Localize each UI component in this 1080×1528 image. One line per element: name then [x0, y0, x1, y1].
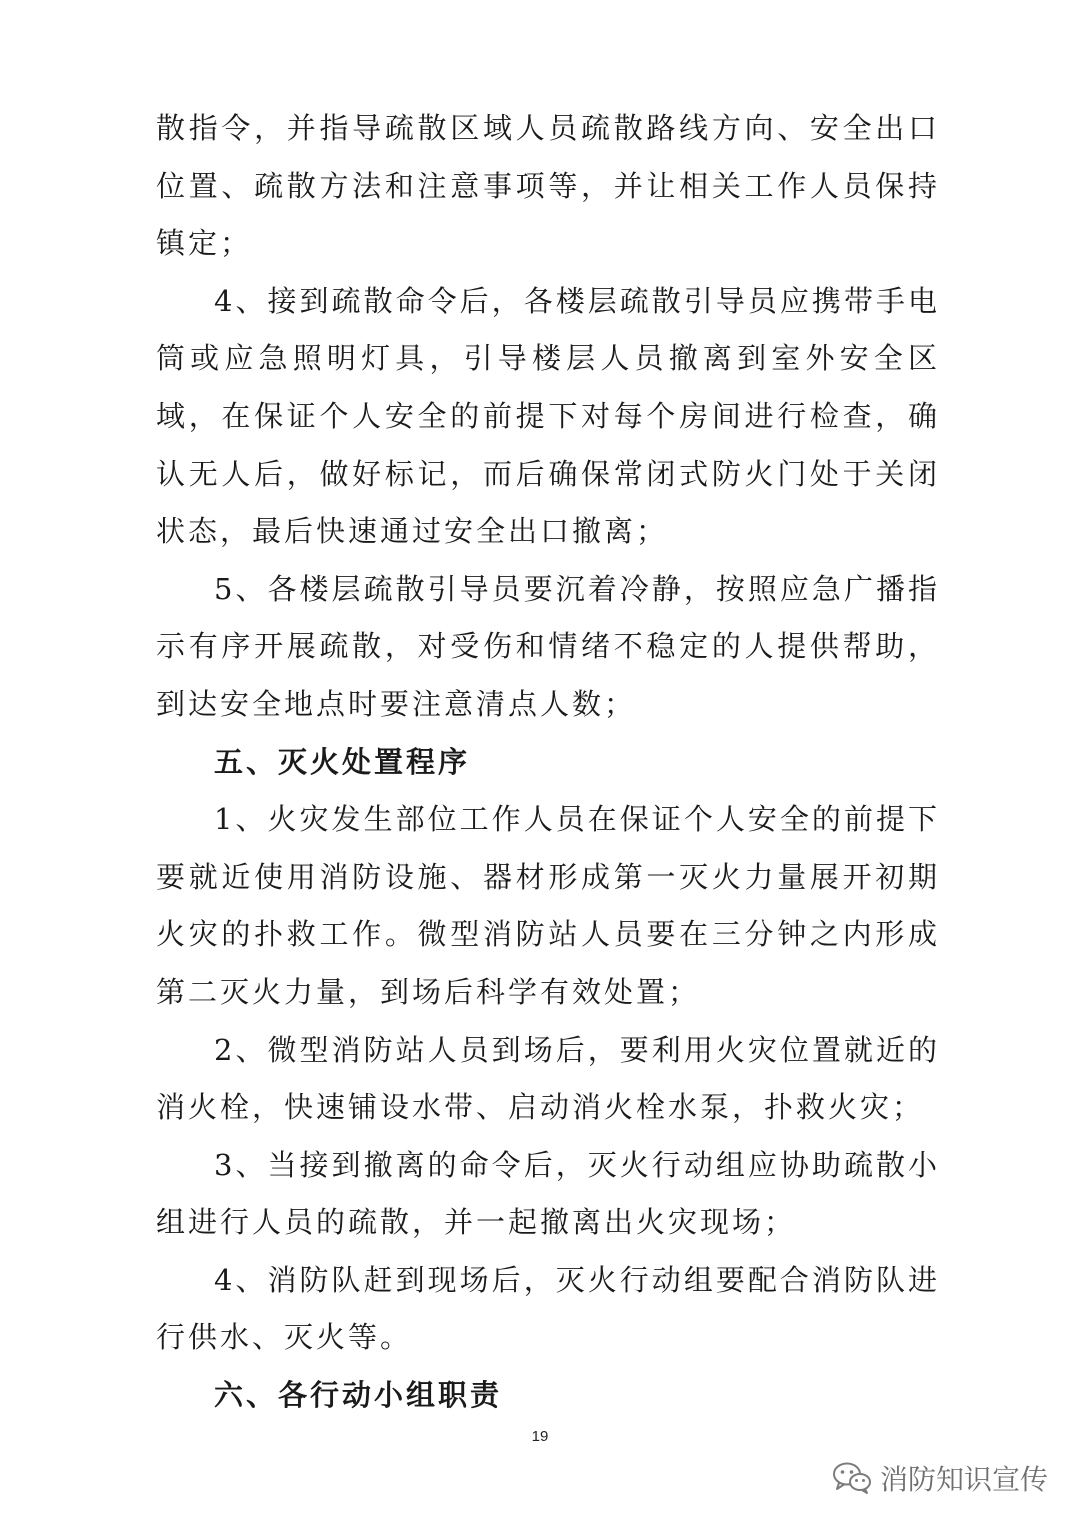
paragraph-continuation: 散指令，并指导疏散区域人员疏散路线方向、安全出口位置、疏散方法和注意事项等，并让相关工作人员保持镇定；: [156, 111, 940, 261]
paragraph-item-4-evacuation: 4、接到疏散命令后，各楼层疏散引导员应携带手电筒或应急照明灯具，引导楼层人员撤离到室外安全区域，在保证个人安全的前提下对每个房间进行检查，确认无人后，做好标记，而后确保常闭式防火门处于关闭状态，最后快速通过安全出口撤离；: [156, 283, 940, 549]
watermark: [832, 1458, 1048, 1498]
paragraph-item-2-firefighting: 2、微型消防站人员到场后，要利用火灾位置就近的消火栓，快速铺设水带、启动消火栓水泵，扑救火灾；: [156, 1032, 940, 1125]
wechat-icon: [832, 1461, 872, 1495]
document-body: [156, 100, 940, 1425]
section-heading-5: 五、灭火处置程序: [214, 744, 471, 779]
paragraph-item-1-firefighting: 1、火灾发生部位工作人员在保证个人安全的前提下要就近使用消防设施、器材形成第一灭火力量展开初期火灾的扑救工作。微型消防站人员要在三分钟之内形成第二灭火力量，到场后科学有效处置；: [156, 802, 940, 1009]
paragraph-item-4-firefighting: 4、消防队赶到现场后，灭火行动组要配合消防队进行供水、灭火等。: [156, 1262, 940, 1355]
paragraph-item-5-evacuation: 5、各楼层疏散引导员要沉着冷静，按照应急广播指示有序开展疏散，对受伤和情绪不稳定的人提供帮助，到达安全地点时要注意清点人数；: [156, 571, 940, 721]
section-heading-6: 六、各行动小组职责: [214, 1378, 503, 1413]
page-number: 19: [531, 1428, 549, 1445]
paragraph-item-3-firefighting: 3、当接到撤离的命令后，灭火行动组应协助疏散小组进行人员的疏散，并一起撤离出火灾现场；: [156, 1147, 940, 1240]
watermark-text: 消防知识宣传: [879, 1463, 1048, 1496]
